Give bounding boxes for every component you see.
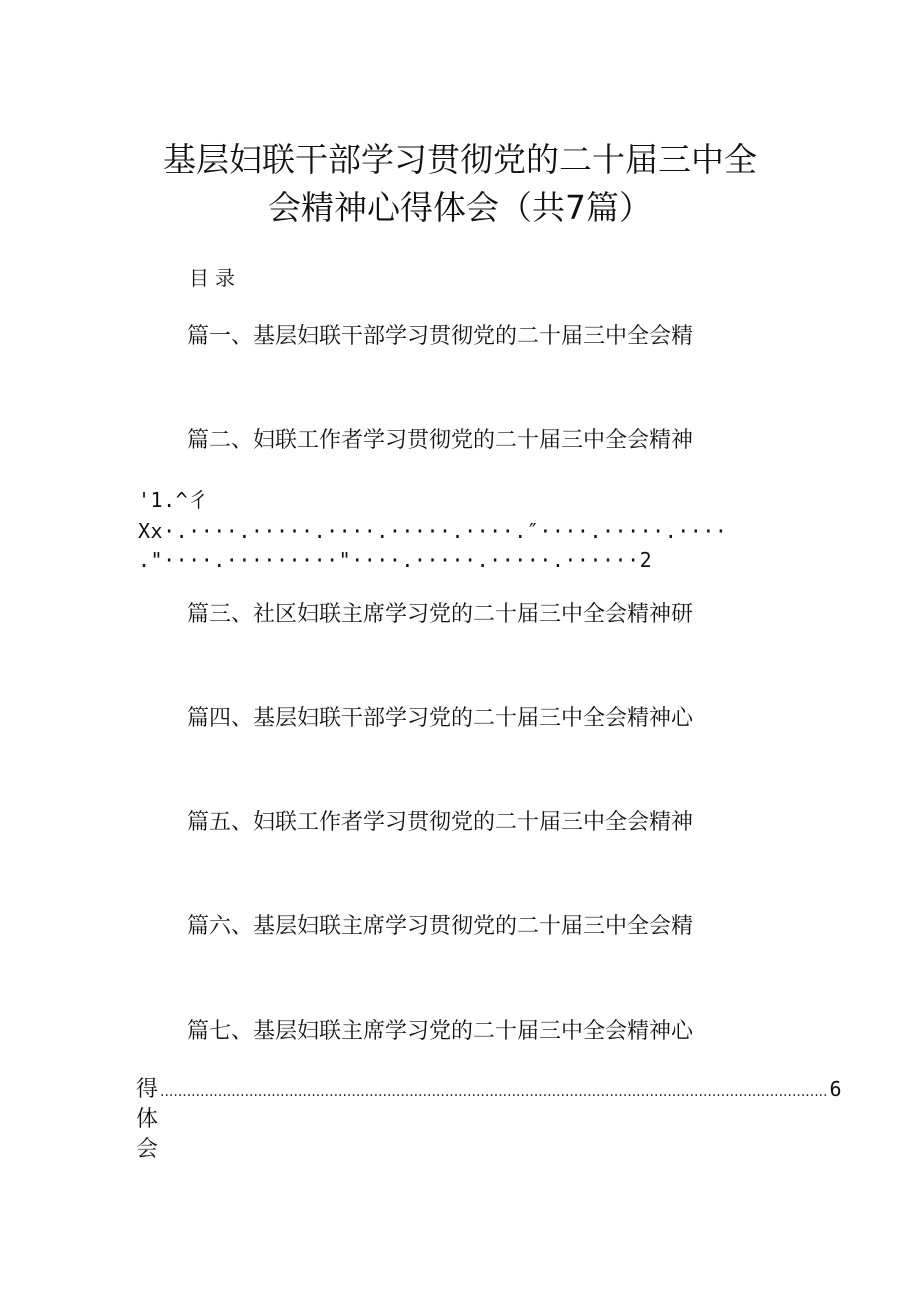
page-number: 6 xyxy=(829,1077,842,1101)
toc-entry-7-tail-text: 得体会 xyxy=(136,1077,159,1162)
toc-entry-3[interactable]: 篇三、社区妇联主席学习党的二十届三中全会精神研 xyxy=(187,602,694,627)
garbled-text-line: Xx·.····.·····.····.·····.····.″····.·····.···· xyxy=(138,519,728,543)
document-title-line-1: 基层妇联干部学习贯彻党的二十届三中全 xyxy=(163,140,757,179)
toc-entry-7[interactable]: 篇七、基层妇联主席学习党的二十届三中全会精神心 xyxy=(187,1019,694,1044)
document-title-line-2: 会精神心得体会（共7篇） xyxy=(268,188,652,227)
toc-entry-7-continuation[interactable] xyxy=(136,1074,842,1165)
garbled-text-line: '1.^彳 xyxy=(138,488,209,512)
toc-entry-6[interactable]: 篇六、基层妇联主席学习贯彻党的二十届三中全会精 xyxy=(187,914,694,939)
dot-leader: ...................................................................................................................................................... xyxy=(160,1084,828,1100)
toc-heading: 目录 xyxy=(189,266,241,290)
toc-entry-2[interactable]: 篇二、妇联工作者学习贯彻党的二十届三中全会精神 xyxy=(187,428,694,453)
toc-entry-1[interactable]: 篇一、基层妇联干部学习贯彻党的二十届三中全会精 xyxy=(187,324,694,349)
toc-entry-4[interactable]: 篇四、基层妇联干部学习党的二十届三中全会精神心 xyxy=(187,706,694,731)
garbled-text-line: ."····.·········"····.·····.·····.······2 xyxy=(138,548,653,572)
toc-entry-5[interactable]: 篇五、妇联工作者学习贯彻党的二十届三中全会精神 xyxy=(187,810,694,835)
